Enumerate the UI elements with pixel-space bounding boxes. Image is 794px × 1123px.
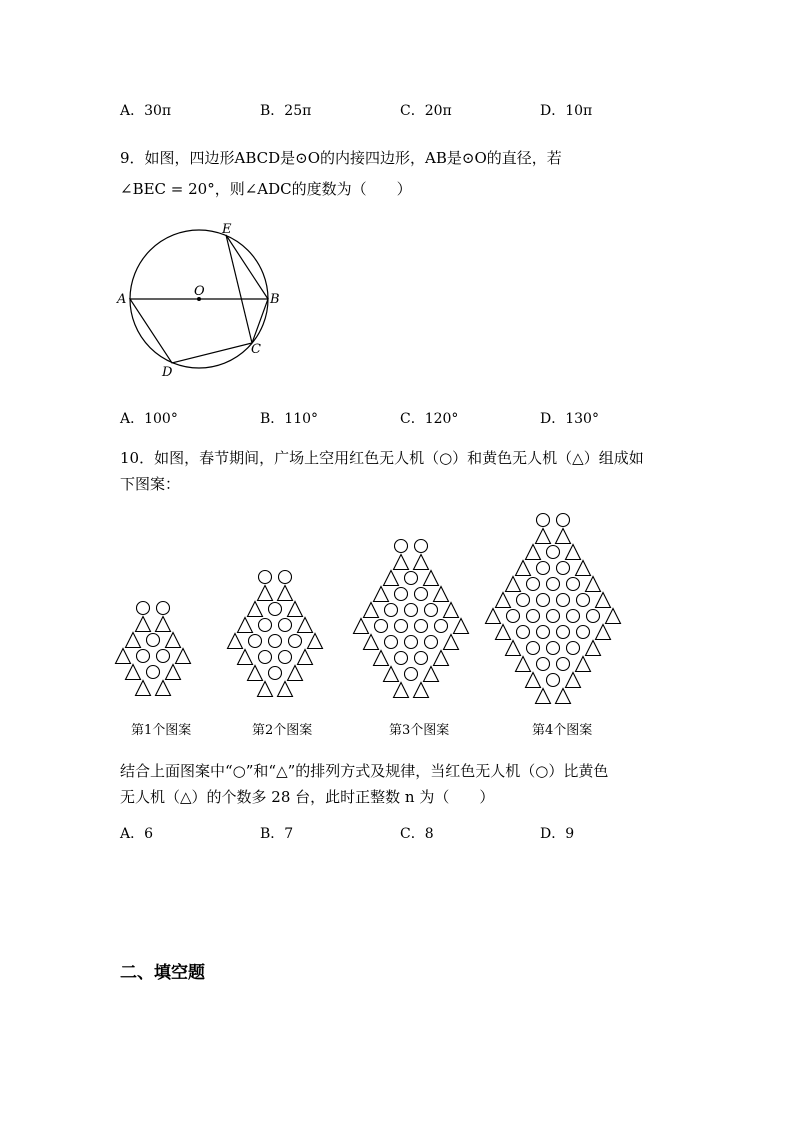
yellow-drone-triangle-p1 [166,633,181,648]
q10-option-a: A．6 [120,826,154,842]
pattern-caption-4: 第4个图案 [532,723,593,738]
label-e: E [222,222,232,237]
q9-stem-line2: ∠BEC = 20°，则∠ADC的度数为（ ） [120,180,412,198]
red-drone-circle-p4 [567,578,580,591]
red-drone-circle-p4 [557,658,570,671]
yellow-drone-triangle-p2 [278,586,293,601]
yellow-drone-triangle-p2 [288,666,303,681]
q8-option-d: D．10π [540,103,593,119]
yellow-drone-triangle-p3 [354,619,369,634]
red-drone-circle-p4 [527,642,540,655]
yellow-drone-triangle-p3 [374,651,389,666]
yellow-drone-triangle-p4 [586,641,601,656]
yellow-drone-triangle-p4 [606,609,621,624]
q9-stem-line1: 9．如图，四边形ABCD是⊙O的内接四边形，AB是⊙O的直径，若 [120,149,562,167]
red-drone-circle-p1 [147,666,160,679]
yellow-drone-triangle-p4 [496,593,511,608]
red-drone-circle-p1 [147,634,160,647]
yellow-drone-triangle-p4 [586,577,601,592]
yellow-drone-triangle-p3 [444,603,459,618]
yellow-drone-triangle-p2 [238,618,253,633]
yellow-drone-triangle-p4 [516,657,531,672]
red-drone-circle-p4 [507,610,520,623]
red-drone-circle-p3 [395,620,408,633]
red-drone-circle-p4 [527,578,540,591]
label-d: D [162,365,173,380]
red-drone-circle-p3 [375,620,388,633]
q10-stem-line2: 下图案： [120,475,181,493]
red-drone-circle-p3 [405,604,418,617]
yellow-drone-triangle-p3 [424,667,439,682]
yellow-drone-triangle-p4 [596,625,611,640]
red-drone-circle-p2 [259,571,272,584]
yellow-drone-triangle-p2 [288,602,303,617]
yellow-drone-triangle-p4 [566,673,581,688]
red-drone-circle-p4 [547,546,560,559]
yellow-drone-triangle-p1 [166,665,181,680]
red-drone-circle-p3 [425,604,438,617]
yellow-drone-triangle-p3 [364,603,379,618]
red-drone-circle-p3 [435,620,448,633]
red-drone-circle-p3 [405,636,418,649]
yellow-drone-triangle-p4 [536,529,551,544]
q9-option-a: A．100° [120,411,178,427]
yellow-drone-triangle-p4 [506,641,521,656]
drone-patterns-figure [110,505,630,710]
q10-option-b: B．7 [260,826,294,842]
red-drone-circle-p4 [587,610,600,623]
label-o: O [194,284,205,299]
red-drone-circle-p1 [137,650,150,663]
yellow-drone-triangle-p3 [414,555,429,570]
q10-option-c: C．8 [400,826,434,842]
yellow-drone-triangle-p2 [298,650,313,665]
red-drone-circle-p4 [557,562,570,575]
red-drone-circle-p4 [537,562,550,575]
red-drone-circle-p2 [289,635,302,648]
red-drone-circle-p4 [517,626,530,639]
red-drone-circle-p3 [415,588,428,601]
yellow-drone-triangle-p3 [394,555,409,570]
yellow-drone-triangle-p2 [248,602,263,617]
label-b: B [270,292,280,307]
yellow-drone-triangle-p2 [278,682,293,697]
q9-option-b: B．110° [260,411,319,427]
red-drone-circle-p2 [269,667,282,680]
q9-option-c: C．120° [400,411,459,427]
red-drone-circle-p3 [395,652,408,665]
yellow-drone-triangle-p3 [434,651,449,666]
yellow-drone-triangle-p4 [556,529,571,544]
yellow-drone-triangle-p1 [136,617,151,632]
q10-stem-line1: 10．如图，春节期间，广场上空用红色无人机（○）和黄色无人机（△）组成如 [120,449,644,467]
section-fill-in-blank-title: 二、填空题 [120,963,205,983]
red-drone-circle-p3 [395,540,408,553]
yellow-drone-triangle-p4 [516,561,531,576]
pattern-caption-2: 第2个图案 [252,723,313,738]
red-drone-circle-p3 [395,588,408,601]
q10-option-d: D．9 [540,826,575,842]
yellow-drone-triangle-p1 [116,649,131,664]
red-drone-circle-p2 [269,603,282,616]
q10-stem-line4: 无人机（△）的个数多 28 台，此时正整数 n 为（ ） [120,788,495,806]
yellow-drone-triangle-p1 [126,665,141,680]
red-drone-circle-p4 [557,626,570,639]
yellow-drone-triangle-p3 [374,587,389,602]
segment-eb [226,235,268,299]
yellow-drone-triangle-p2 [308,634,323,649]
yellow-drone-triangle-p4 [576,561,591,576]
q8-option-b: B．25π [260,103,312,119]
red-drone-circle-p4 [537,594,550,607]
red-drone-circle-p4 [547,642,560,655]
yellow-drone-triangle-p3 [454,619,469,634]
yellow-drone-triangle-p4 [526,545,541,560]
yellow-drone-triangle-p2 [258,586,273,601]
yellow-drone-triangle-p3 [394,683,409,698]
yellow-drone-triangle-p4 [496,625,511,640]
red-drone-circle-p3 [415,540,428,553]
yellow-drone-triangle-p2 [248,666,263,681]
pattern-caption-1: 第1个图案 [131,723,192,738]
q8-option-c: C．20π [400,103,452,119]
red-drone-circle-p4 [547,610,560,623]
red-drone-circle-p1 [157,602,170,615]
yellow-drone-triangle-p3 [364,635,379,650]
yellow-drone-triangle-p2 [228,634,243,649]
yellow-drone-triangle-p4 [486,609,501,624]
yellow-drone-triangle-p4 [596,593,611,608]
red-drone-circle-p3 [415,620,428,633]
yellow-drone-triangle-p4 [566,545,581,560]
yellow-drone-triangle-p4 [506,577,521,592]
yellow-drone-triangle-p1 [126,633,141,648]
q10-stem-line3: 结合上面图案中“○”和“△”的排列方式及规律，当红色无人机（○）比黄色 [120,762,609,780]
yellow-drone-triangle-p2 [258,682,273,697]
red-drone-circle-p2 [279,651,292,664]
red-drone-circle-p2 [259,651,272,664]
yellow-drone-triangle-p2 [298,618,313,633]
red-drone-circle-p3 [405,668,418,681]
red-drone-circle-p4 [557,514,570,527]
yellow-drone-triangle-p3 [424,571,439,586]
yellow-drone-triangle-p3 [384,667,399,682]
red-drone-circle-p3 [415,652,428,665]
red-drone-circle-p2 [249,635,262,648]
yellow-drone-triangle-p1 [156,617,171,632]
yellow-drone-triangle-p3 [444,635,459,650]
red-drone-circle-p4 [517,594,530,607]
red-drone-circle-p4 [547,674,560,687]
red-drone-circle-p4 [557,594,570,607]
pattern-caption-3: 第3个图案 [389,723,450,738]
label-c: C [251,342,261,357]
red-drone-circle-p4 [537,626,550,639]
yellow-drone-triangle-p4 [536,689,551,704]
yellow-drone-triangle-p4 [576,657,591,672]
red-drone-circle-p4 [537,658,550,671]
red-drone-circle-p4 [527,610,540,623]
red-drone-circle-p1 [157,650,170,663]
yellow-drone-triangle-p1 [176,649,191,664]
red-drone-circle-p3 [385,604,398,617]
q8-option-a: A．30π [120,103,172,119]
red-drone-circle-p3 [385,636,398,649]
yellow-drone-triangle-p2 [238,650,253,665]
red-drone-circle-p2 [259,619,272,632]
red-drone-circle-p4 [567,610,580,623]
red-drone-circle-p4 [547,578,560,591]
red-drone-circle-p4 [577,626,590,639]
yellow-drone-triangle-p4 [556,689,571,704]
label-a: A [117,292,127,307]
yellow-drone-triangle-p1 [136,681,151,696]
yellow-drone-triangle-p1 [156,681,171,696]
red-drone-circle-p3 [405,572,418,585]
yellow-drone-triangle-p4 [526,673,541,688]
red-drone-circle-p4 [567,642,580,655]
q9-circle-figure [110,215,290,385]
red-drone-circle-p3 [425,636,438,649]
red-drone-circle-p2 [279,571,292,584]
red-drone-circle-p2 [269,635,282,648]
red-drone-circle-p4 [537,514,550,527]
red-drone-circle-p4 [577,594,590,607]
yellow-drone-triangle-p3 [384,571,399,586]
yellow-drone-triangle-p3 [434,587,449,602]
quadrilateral-abcd [130,299,268,363]
red-drone-circle-p1 [137,602,150,615]
q9-option-d: D．130° [540,411,599,427]
yellow-drone-triangle-p3 [414,683,429,698]
red-drone-circle-p2 [279,619,292,632]
